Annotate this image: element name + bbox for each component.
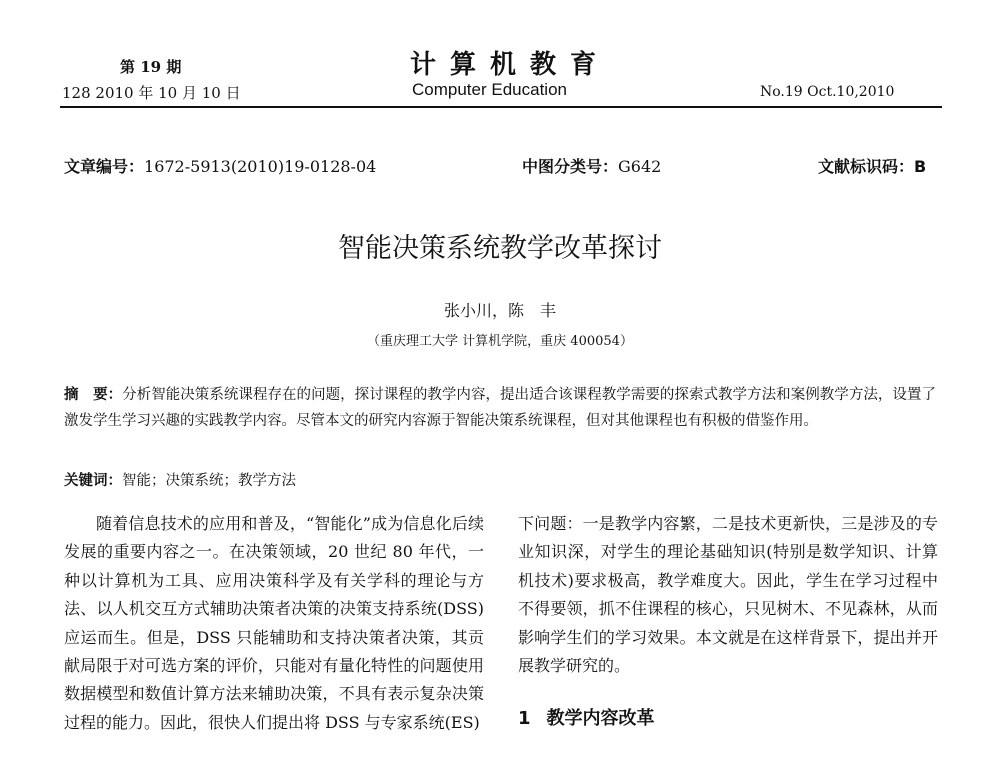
section-number: 1 bbox=[518, 708, 531, 729]
document-code bbox=[818, 154, 926, 177]
issue-number: 第 19 期 bbox=[120, 58, 182, 76]
page-and-date: 128 2010 年 10 月 10 日 bbox=[62, 84, 241, 102]
issue-info-en: No.19 Oct.10,2010 bbox=[760, 84, 895, 100]
keywords-text: 智能；决策系统；教学方法 bbox=[122, 473, 296, 489]
authors: 张小川，陈 丰 bbox=[443, 301, 556, 320]
clc-number bbox=[522, 154, 661, 177]
section-title: 教学内容改革 bbox=[546, 708, 655, 729]
affiliation: （重庆理工大学 计算机学院，重庆 400054） bbox=[367, 334, 633, 349]
header-rule bbox=[60, 106, 942, 108]
document-code-value: B bbox=[914, 157, 927, 176]
section-heading bbox=[518, 704, 655, 730]
journal-title-en: Computer Education bbox=[412, 80, 567, 99]
abstract-text: 分析智能决策系统课程存在的问题，探讨课程的教学内容，提出适合该课程教学需要的探索式教学方法和案例教学方法，设置了激发学生学习兴趣的实践教学内容。尽管本文的研究内容源于智能决策系统课程，但对其他课程也有积极的借鉴作用。 bbox=[64, 387, 936, 429]
article-number bbox=[64, 154, 376, 177]
journal-title-cn: 计算机教育 bbox=[410, 50, 611, 80]
keywords-label: 关键词： bbox=[64, 473, 122, 489]
document-code-label: 文献标识码： bbox=[818, 157, 915, 176]
body-column-left: 随着信息技术的应用和普及，“智能化”成为信息化后续发展的重要内容之一。在决策领域，20 世纪 80 年代，一种以计算机为工具、应用决策科学及有关学科的理论与方法、以人机交互方式辅助决策者决策的决策支持系统(DSS)应运而生。但是，DSS 只能辅助和支持决策者决策，其贡献局限于对可选方案的评价，只能对有量化特性的问题使用数据模型和数值计算方法来辅助决策，不具有表示复杂决策过程的能力。因此，很快人们提出将 DSS 与专家系统(ES) bbox=[64, 514, 484, 732]
body-column-right: 下问题：一是教学内容繁，二是技术更新快，三是涉及的专业知识深，对学生的理论基础知识(特别是数学知识、计算机技术)要求极高，教学难度大。因此，学生在学习过程中不得要领，抓不住课程的核心，只见树木、不见森林，从而影响学生们的学习效果。本文就是在这样背景下，提出并开展教学研究的。 bbox=[518, 514, 938, 676]
clc-value: G642 bbox=[618, 157, 662, 176]
abstract-label: 摘 要： bbox=[64, 387, 123, 403]
abstract bbox=[64, 382, 936, 434]
clc-label: 中图分类号： bbox=[522, 157, 619, 176]
keywords bbox=[64, 468, 936, 494]
article-number-value: 1672-5913(2010)19-0128-04 bbox=[144, 157, 377, 176]
paper-title: 智能决策系统教学改革探讨 bbox=[338, 233, 662, 264]
article-number-label: 文章编号： bbox=[64, 157, 145, 176]
